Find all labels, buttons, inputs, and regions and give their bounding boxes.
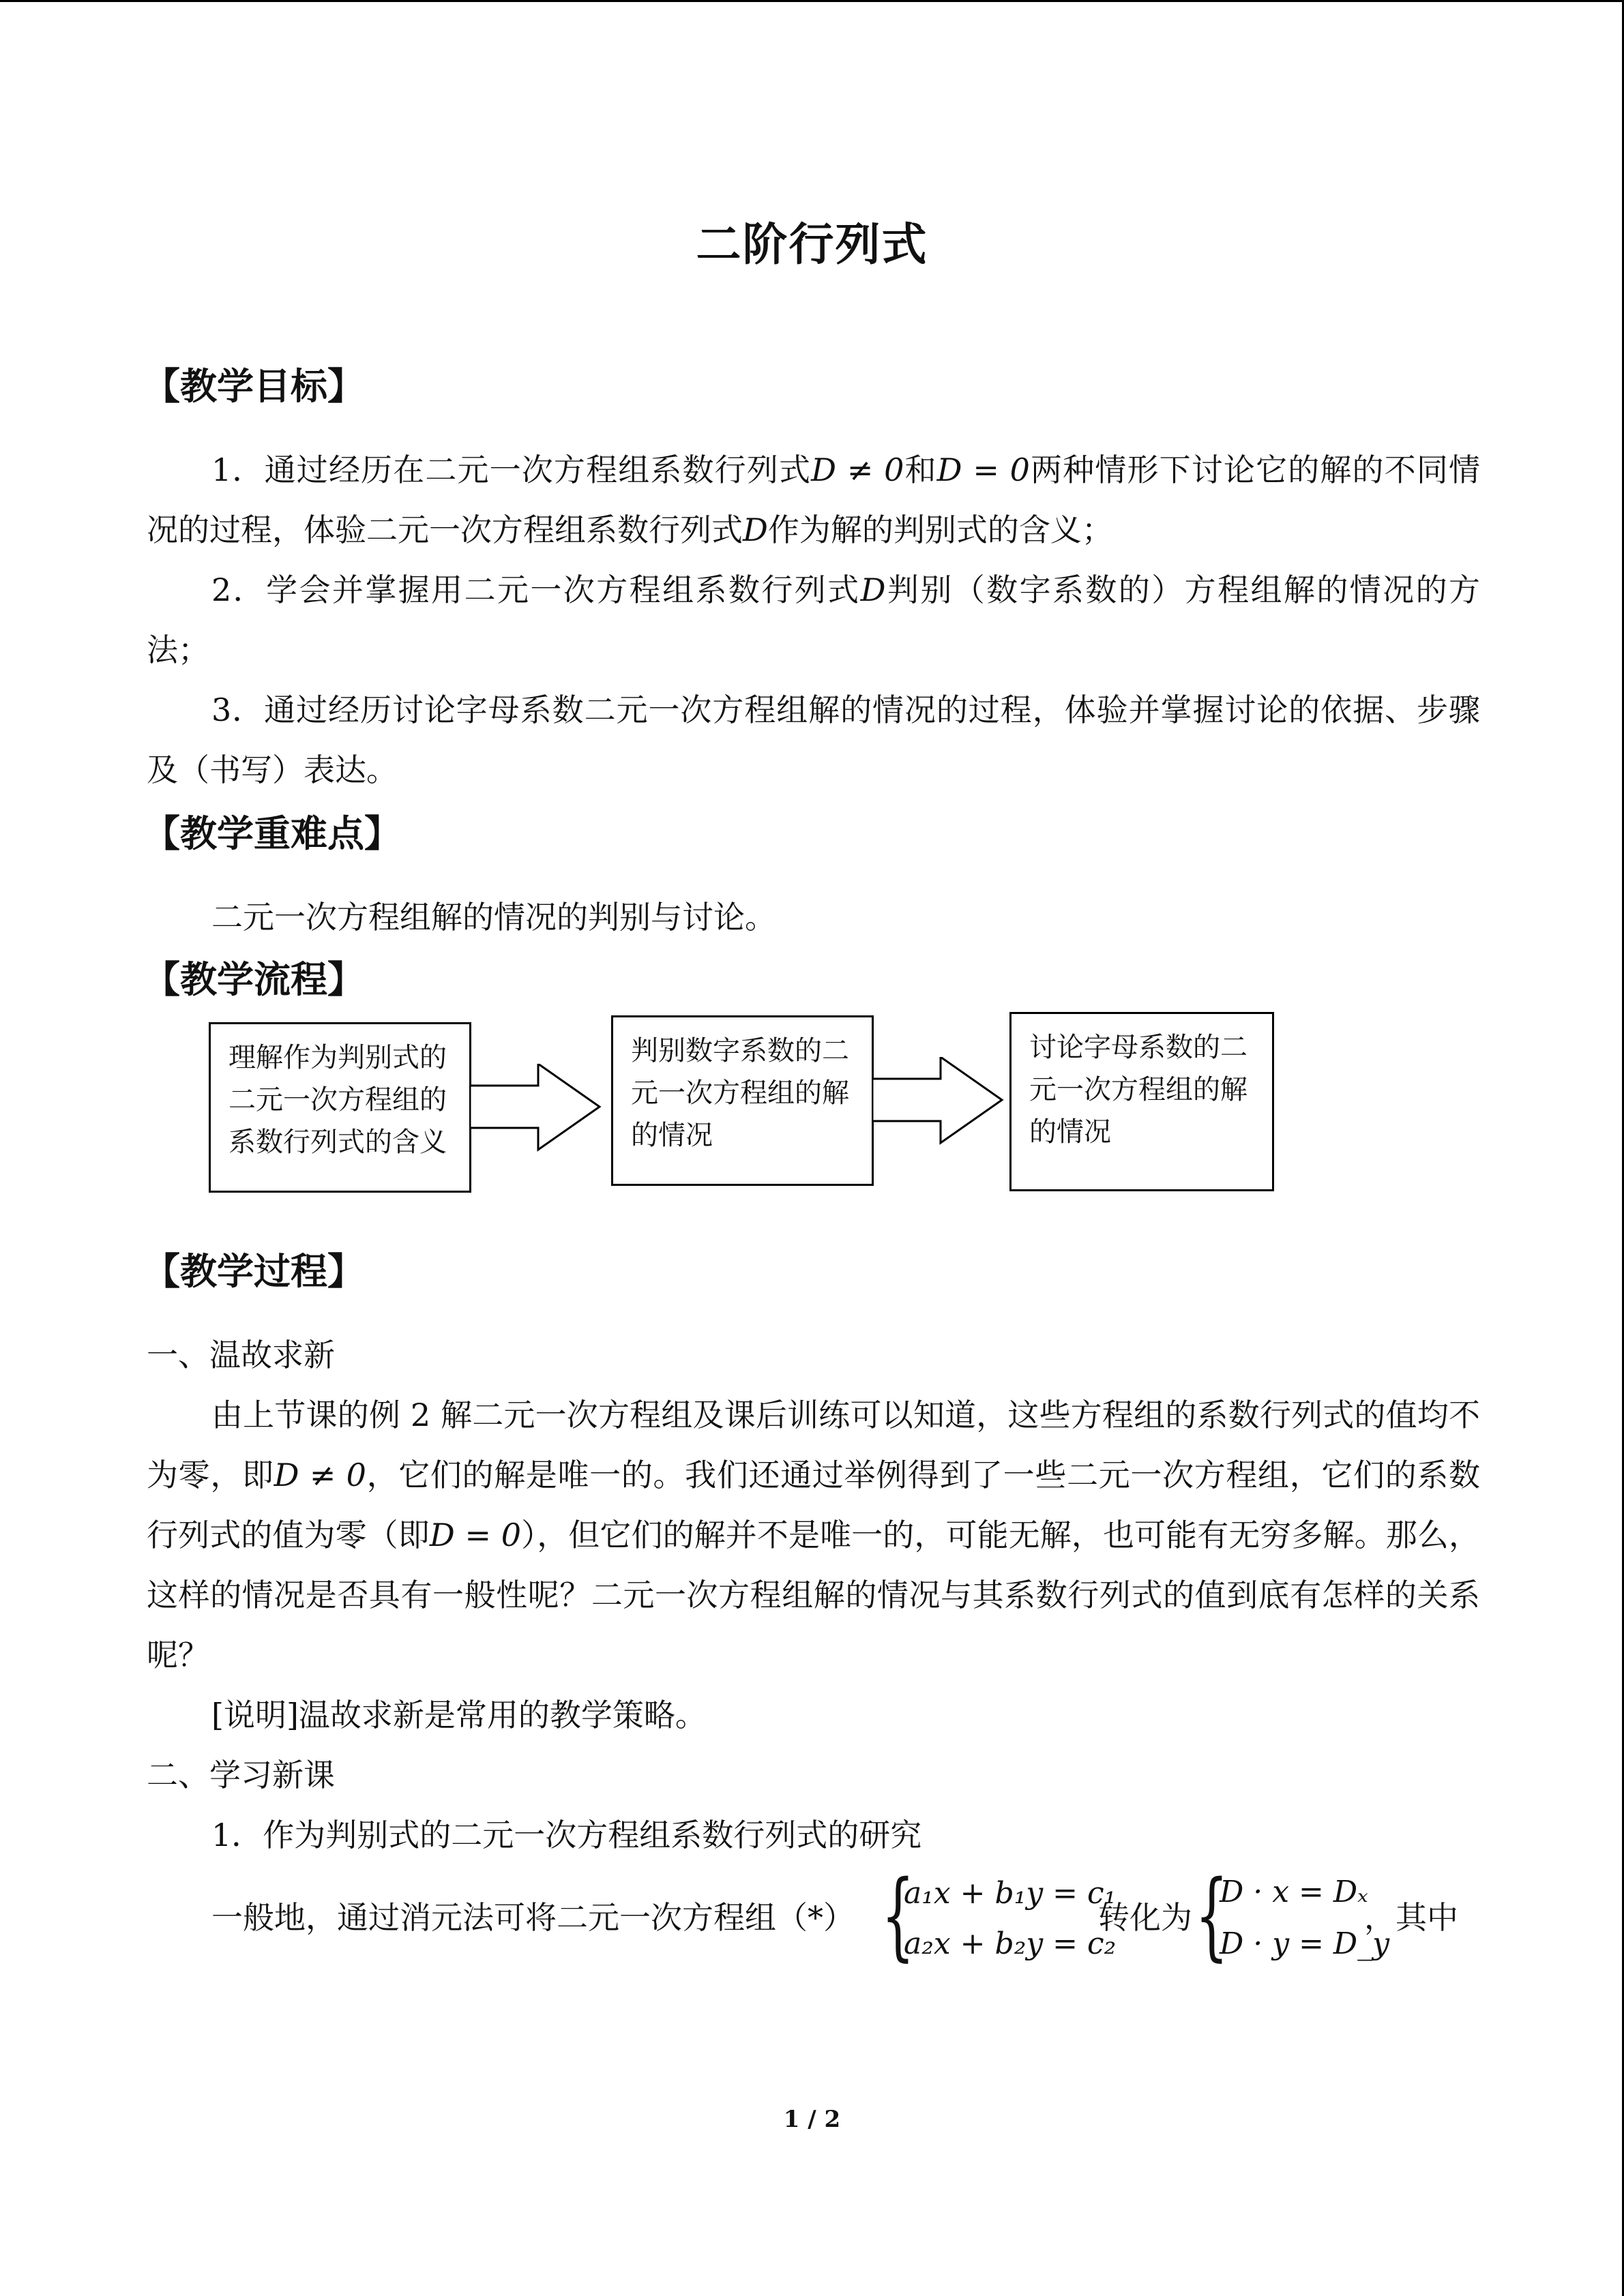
page-title: 二阶行列式 xyxy=(696,218,928,271)
key-points-text: 二元一次方程组解的情况的判别与讨论。 xyxy=(211,899,776,936)
goal1-cond-1: D ≠ 0 xyxy=(811,451,904,488)
left-brace-2: { xyxy=(1195,1860,1228,1971)
process-heading: 【教学过程】 xyxy=(143,1250,364,1293)
goal-1 xyxy=(147,440,1480,560)
equation-4: D · y = D_y xyxy=(1220,1926,1390,1961)
goal1-cond-2: D = 0 xyxy=(936,451,1030,488)
part2-line-text-c: ，其中 xyxy=(1364,1899,1458,1936)
part2-line-text-a: 一般地，通过消元法可将二元一次方程组（*） xyxy=(211,1899,855,1936)
part1-title: 一、温故求新 xyxy=(147,1337,335,1373)
goal1-text-e: 作为解的判别式的含义； xyxy=(767,511,1113,548)
goal-2 xyxy=(147,560,1480,680)
part1-text-b: ，它们的解是唯一的。我们还通过举例得到了一些二元一次方程组，它们的系数行列式的值为零（即 xyxy=(147,1457,1481,1553)
goal1-text-c: 两种情形下讨论它的解的不同情况的过程，体验二元一次方程组系数行列式 xyxy=(147,451,1481,548)
flow-arrow-1 xyxy=(470,1064,606,1152)
part2-line-text-b: 转化为 xyxy=(1098,1899,1192,1936)
equation-2: a₂x + b₂y = c₂ xyxy=(904,1926,1117,1961)
part1-cond-1: D ≠ 0 xyxy=(274,1457,366,1493)
part2-title: 二、学习新课 xyxy=(147,1757,335,1793)
equation-1: a₁x + b₁y = c₁ xyxy=(904,1876,1117,1911)
left-brace-1: { xyxy=(881,1860,915,1971)
goal1-d: D xyxy=(743,511,768,548)
goal2-text-a: 2．学会并掌握用二元一次方程组系数行列式 xyxy=(211,571,861,608)
part1-cond-2: D = 0 xyxy=(429,1517,522,1553)
flow-box-1: 理解作为判别式的二元一次方程组的系数行列式的含义 xyxy=(209,1022,471,1193)
goal1-text-b: 和 xyxy=(904,451,937,488)
goal2-text-b: 判别（数字系数的）方程组解的情况的方法； xyxy=(147,571,1480,668)
goal1-text-a: 1．通过经历在二元一次方程组系数行列式 xyxy=(211,451,812,488)
flow-box-3: 讨论字母系数的二元一次方程组的解的情况 xyxy=(1009,1012,1274,1191)
part2-subtitle: 1．作为判别式的二元一次方程组系数行列式的研究 xyxy=(211,1817,922,1853)
part1-text-c: ），但它们的解并不是唯一的，可能无解，也可能有无穷多解。那么，这样的情况是否具有一般性呢？二元一次方程组解的情况与其系数行列式的值到底有怎样的关系呢？ xyxy=(147,1517,1481,1673)
key-points-heading: 【教学重难点】 xyxy=(143,812,401,855)
flow-arrow-2 xyxy=(872,1057,1009,1146)
flow-heading: 【教学流程】 xyxy=(143,958,364,1001)
top-border xyxy=(0,0,1624,2)
part1-paragraph xyxy=(147,1385,1480,1685)
goal2-d: D xyxy=(860,571,886,608)
page-number: 1 / 2 xyxy=(783,2106,841,2133)
part1-text-a: 由上节课的例 2 解二元一次方程组及课后训练可以知道，这些方程组的系数行列式的值均不为零，即 xyxy=(147,1397,1480,1493)
flow-box-2: 判别数字系数的二元一次方程组的解的情况 xyxy=(611,1015,874,1186)
goals-heading: 【教学目标】 xyxy=(143,365,364,408)
part1-note: [说明]温故求新是常用的教学策略。 xyxy=(211,1697,707,1733)
equation-3: D · x = Dₓ xyxy=(1220,1875,1368,1909)
goal-3: 3．通过经历讨论字母系数二元一次方程组解的情况的过程，体验并掌握讨论的依据、步骤及（书写）表达。 xyxy=(147,691,1480,788)
